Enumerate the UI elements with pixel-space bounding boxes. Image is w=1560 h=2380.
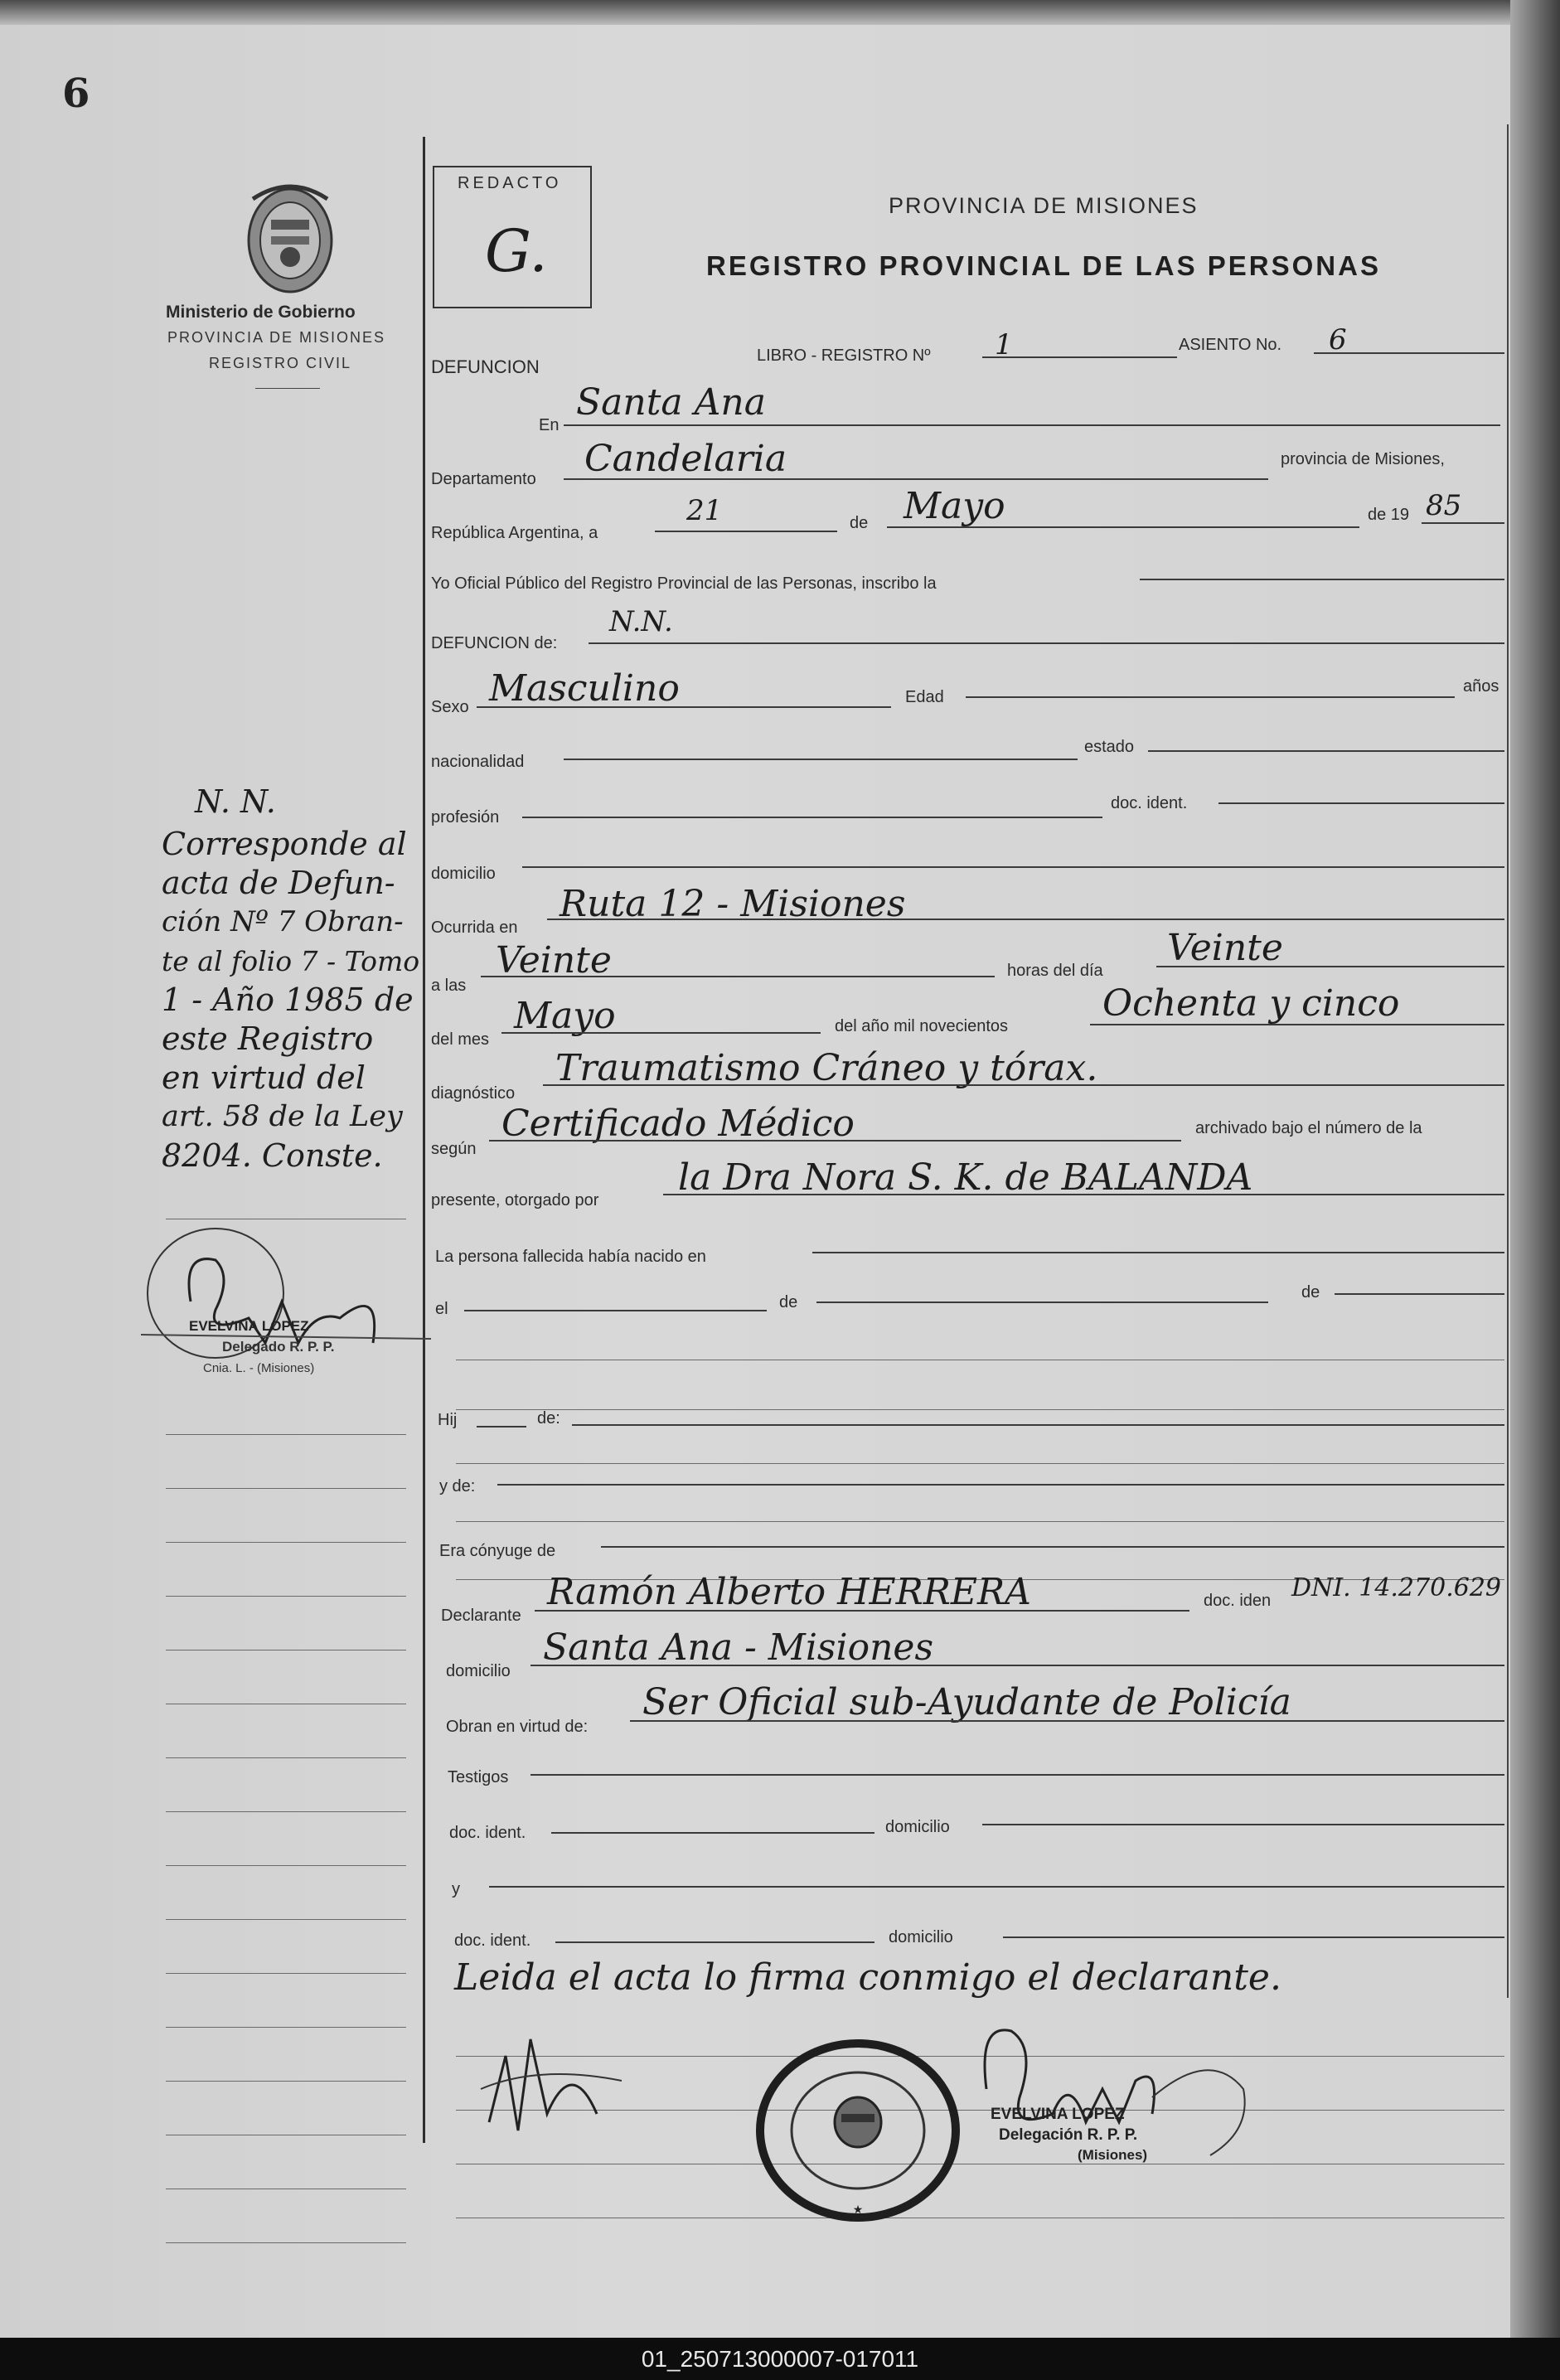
- libro-value: 1: [995, 328, 1013, 361]
- margin-note-line: en virtud del: [162, 1059, 366, 1096]
- diagnostico-rule: [543, 1084, 1504, 1086]
- year-label: de 19: [1368, 506, 1410, 524]
- horas-label: horas del día: [1007, 962, 1103, 980]
- sexo-rule: [477, 706, 891, 708]
- oficial-rule: [1140, 579, 1504, 580]
- margin-rule-h: [166, 1757, 406, 1758]
- ocurrida-value: Ruta 12 - Misiones: [560, 883, 906, 925]
- mes-rule: [501, 1032, 821, 1034]
- margin-signature-name: EVELVINA LOPEZ: [189, 1318, 309, 1334]
- departamento-rule: [564, 478, 1268, 480]
- en-value: Santa Ana: [576, 381, 766, 424]
- conyuge-label: Era cónyuge de: [439, 1542, 556, 1560]
- provincia-label: provincia de Misiones,: [1281, 450, 1445, 468]
- test-dom-label: domicilio: [885, 1818, 950, 1836]
- test-dom-rule: [982, 1824, 1504, 1825]
- profesion-label: profesión: [431, 808, 500, 826]
- margin-rule-q: [166, 2242, 406, 2243]
- libro-label: LIBRO - REGISTRO Nº: [757, 347, 931, 365]
- ministry-divider: [255, 388, 320, 389]
- profesion-rule: [522, 817, 1102, 818]
- de2-label: de: [779, 1293, 798, 1311]
- declarant-signature-icon: [472, 2006, 638, 2147]
- declarante-doc-label: doc. iden: [1204, 1592, 1272, 1610]
- margin-rule-d: [166, 1542, 406, 1543]
- official-place: (Misiones): [1078, 2147, 1148, 2163]
- blank-rule-2: [456, 1409, 1504, 1410]
- test-dom2-rule: [1003, 1936, 1504, 1938]
- domicilio-rule: [522, 866, 1504, 868]
- margin-note-line: ción Nº 7 Obran-: [162, 905, 404, 938]
- de3-label: de: [1301, 1283, 1320, 1301]
- margin-note-line: 8204. Conste.: [162, 1137, 383, 1174]
- el-label: el: [435, 1300, 448, 1318]
- footer-id: 01_250713000007-017011: [641, 2346, 919, 2372]
- margin-note-line: acta de Defun-: [162, 865, 395, 901]
- conyuge-rule: [601, 1546, 1504, 1548]
- margin-note-line: Corresponde al: [162, 826, 407, 862]
- margin-rule-j: [166, 1865, 406, 1866]
- y-label: y: [452, 1880, 460, 1898]
- y-rule: [489, 1886, 1504, 1888]
- closing-statement: Leida el acta lo firma conmigo el declarante.: [454, 1956, 1281, 1999]
- ministry-province: PROVINCIA DE MISIONES: [167, 329, 386, 346]
- margin-rule: [423, 137, 425, 2143]
- segun-value: Certificado Médico: [501, 1103, 855, 1145]
- margin-note-line: este Registro: [162, 1020, 374, 1057]
- anio-label: del año mil novecientos: [835, 1017, 1009, 1035]
- nacido-rule: [812, 1252, 1504, 1253]
- decl-domicilio-label: domicilio: [446, 1662, 511, 1680]
- month-value: Mayo: [904, 485, 1005, 527]
- anio-rule: [1090, 1024, 1504, 1025]
- anio-value: Ochenta y cinco: [1102, 982, 1400, 1025]
- blank-rule-3: [456, 1463, 1504, 1464]
- el-rule: [464, 1310, 767, 1311]
- segun-label: según: [431, 1140, 477, 1158]
- scan-edge-top: [0, 0, 1560, 25]
- margin-note-line: art. 58 de la Ley: [162, 1100, 403, 1133]
- departamento-label: Departamento: [431, 470, 536, 488]
- dia-rule: [1156, 966, 1504, 967]
- test-doc-label: doc. ident.: [449, 1824, 526, 1842]
- obran-label: Obran en virtud de:: [446, 1718, 589, 1736]
- en-rule: [564, 424, 1500, 426]
- margin-rule-m: [166, 2027, 406, 2028]
- day-rule: [655, 531, 837, 532]
- official-name: EVELVINA LOPEZ: [991, 2106, 1125, 2123]
- declarante-value: Ramón Alberto HERRERA: [547, 1571, 1031, 1613]
- redacto-label: REDACTO: [458, 174, 562, 192]
- de3-rule: [1335, 1293, 1504, 1295]
- edad-rule: [966, 696, 1455, 698]
- segun-rule: [489, 1140, 1181, 1142]
- header-registry: REGISTRO PROVINCIAL DE LAS PERSONAS: [706, 250, 1381, 281]
- anos-label: años: [1463, 677, 1499, 696]
- year-value: 85: [1426, 489, 1462, 522]
- presente-rule: [663, 1194, 1504, 1195]
- de2-rule: [816, 1301, 1268, 1303]
- margin-signature-role: Delegado R. P. P.: [222, 1339, 335, 1355]
- margin-rule-b: [166, 1434, 406, 1435]
- header-province: PROVINCIA DE MISIONES: [889, 193, 1199, 218]
- sexo-label: Sexo: [431, 698, 469, 716]
- sexo-value: Masculino: [489, 667, 680, 710]
- ministry-title: Ministerio de Gobierno: [166, 303, 356, 322]
- obran-rule: [630, 1720, 1504, 1722]
- archivado-label: archivado bajo el número de la: [1195, 1119, 1422, 1137]
- page-number: 6: [62, 70, 90, 117]
- estado-rule: [1148, 750, 1504, 752]
- record-type-label: DEFUNCION: [431, 356, 540, 377]
- hij-de-rule: [572, 1424, 1504, 1426]
- coat-of-arms-icon: [236, 174, 344, 298]
- hij-de-label: de:: [537, 1409, 560, 1428]
- year-rule: [1422, 522, 1504, 524]
- nacionalidad-rule: [564, 759, 1078, 760]
- estado-label: estado: [1084, 738, 1135, 756]
- decl-domicilio-rule: [530, 1665, 1504, 1666]
- ministry-registry: REGISTRO CIVIL: [209, 355, 352, 371]
- margin-note-title: N. N.: [195, 783, 276, 820]
- defuncion-de-label: DEFUNCION de:: [431, 634, 558, 652]
- declarante-doc-value: DNI. 14.270.629: [1291, 1573, 1501, 1602]
- en-label: En: [539, 416, 560, 434]
- margin-note-line: 1 - Año 1985 de: [162, 982, 414, 1018]
- redacto-initial: G.: [485, 217, 548, 285]
- day-value: 21: [686, 494, 723, 527]
- margin-note-line: te al folio 7 - Tomo: [162, 945, 420, 977]
- svg-text:★: ★: [852, 2203, 864, 2216]
- edad-label: Edad: [905, 688, 944, 706]
- footer-bar: [0, 2338, 1560, 2380]
- diagnostico-value: Traumatismo Cráneo y tórax.: [555, 1047, 1098, 1089]
- asiento-value: 6: [1329, 323, 1347, 356]
- doc-ident-rule: [1218, 802, 1504, 804]
- margin-rule-n: [166, 2081, 406, 2082]
- scan-edge-right: [1510, 0, 1560, 2338]
- presente-label: presente, otorgado por: [431, 1191, 599, 1209]
- registry-seal-icon: [750, 2035, 966, 2226]
- official-role: Delegación R. P. P.: [999, 2126, 1138, 2144]
- nacido-label: La persona fallecida había nacido en: [435, 1248, 706, 1266]
- a-las-value: Veinte: [496, 939, 612, 982]
- libro-rule: [982, 356, 1177, 358]
- dia-value: Veinte: [1167, 927, 1283, 969]
- doc-ident-label: doc. ident.: [1111, 794, 1188, 812]
- de-label: de: [850, 514, 869, 532]
- a-las-label: a las: [431, 977, 467, 995]
- testigos-rule: [530, 1774, 1504, 1776]
- test-doc2-rule: [555, 1941, 874, 1943]
- ocurrida-label: Ocurrida en: [431, 919, 518, 937]
- declarante-rule: [535, 1610, 1189, 1612]
- departamento-value: Candelaria: [584, 438, 787, 480]
- a-las-rule: [481, 976, 995, 977]
- test-dom2-label: domicilio: [889, 1928, 953, 1946]
- month-rule: [887, 526, 1359, 528]
- defuncion-de-rule: [589, 642, 1504, 644]
- hij-rule: [477, 1426, 526, 1428]
- blank-rule-4: [456, 1521, 1504, 1522]
- hij-label: Hij: [438, 1411, 458, 1429]
- oficial-text: Yo Oficial Público del Registro Provincial de las Personas, inscribo la: [431, 574, 937, 593]
- margin-rule-c: [166, 1488, 406, 1489]
- margin-rule-e: [166, 1596, 406, 1597]
- republica-label: República Argentina, a: [431, 524, 598, 542]
- diagnostico-label: diagnóstico: [431, 1084, 516, 1103]
- ocurrida-rule: [547, 919, 1504, 920]
- domicilio-label: domicilio: [431, 865, 496, 883]
- presente-value: la Dra Nora S. K. de BALANDA: [678, 1156, 1253, 1199]
- y-de-rule: [497, 1484, 1504, 1486]
- y-de-label: y de:: [439, 1477, 476, 1495]
- right-rule: [1507, 124, 1509, 1998]
- testigos-label: Testigos: [448, 1768, 509, 1786]
- del-mes-label: del mes: [431, 1030, 490, 1049]
- margin-rule-i: [166, 1811, 406, 1812]
- test-doc-rule: [551, 1832, 874, 1834]
- obran-value: Ser Oficial sub-Ayudante de Policía: [642, 1681, 1291, 1723]
- margin-signature-place: Cnia. L. - (Misiones): [203, 1361, 315, 1375]
- declarante-label: Declarante: [441, 1607, 521, 1625]
- defuncion-de-value: N.N.: [609, 605, 673, 638]
- margin-rule-l: [166, 1973, 406, 1974]
- margin-note-body: [162, 825, 419, 1175]
- mes-value: Mayo: [514, 995, 616, 1037]
- asiento-rule: [1314, 352, 1504, 354]
- test-doc2-label: doc. ident.: [454, 1932, 531, 1950]
- nacionalidad-label: nacionalidad: [431, 753, 525, 771]
- asiento-label: ASIENTO No.: [1179, 336, 1282, 354]
- decl-domicilio-value: Santa Ana - Misiones: [543, 1626, 934, 1669]
- margin-rule-k: [166, 1919, 406, 1920]
